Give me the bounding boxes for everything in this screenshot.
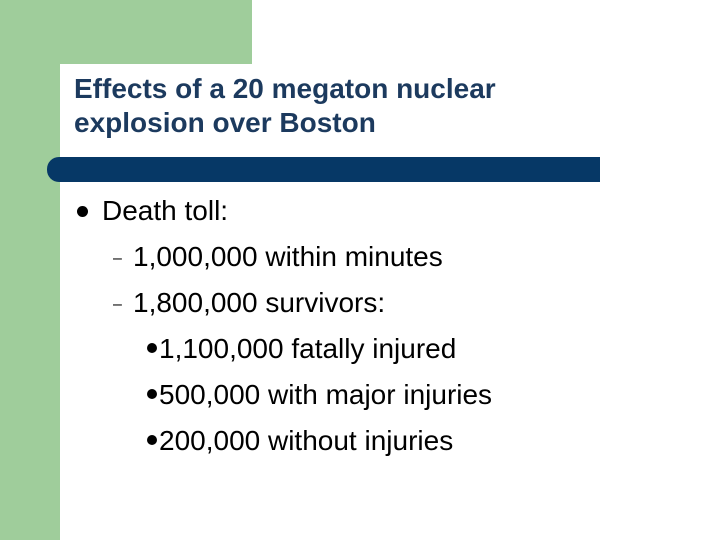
sub-bullet-survivors: 1,800,000 survivors: bbox=[133, 287, 386, 318]
sub-bullet-within-minutes: 1,000,000 within minutes bbox=[133, 241, 443, 272]
bullet-icon bbox=[147, 343, 157, 353]
bullet-icon bbox=[147, 435, 157, 445]
slide-title-line-1: Effects of a 20 megaton nuclear bbox=[74, 73, 496, 104]
dash-bullet-icon: – bbox=[113, 250, 122, 267]
slide-title-line-2: explosion over Boston bbox=[74, 107, 376, 138]
bullet-death-toll: Death toll: bbox=[102, 195, 229, 226]
sub-sub-bullet-major-injuries: 500,000 with major injuries bbox=[159, 379, 493, 410]
decorative-left-band bbox=[0, 0, 60, 540]
sub-sub-bullet-fatally-injured: 1,100,000 fatally injured bbox=[159, 333, 457, 364]
bullet-icon bbox=[77, 206, 88, 217]
title-divider-bar bbox=[47, 157, 600, 182]
slide-title bbox=[74, 72, 594, 140]
dash-bullet-icon: – bbox=[113, 296, 122, 313]
bullet-icon bbox=[147, 389, 157, 399]
sub-sub-bullet-without-injuries: 200,000 without injuries bbox=[159, 425, 454, 456]
